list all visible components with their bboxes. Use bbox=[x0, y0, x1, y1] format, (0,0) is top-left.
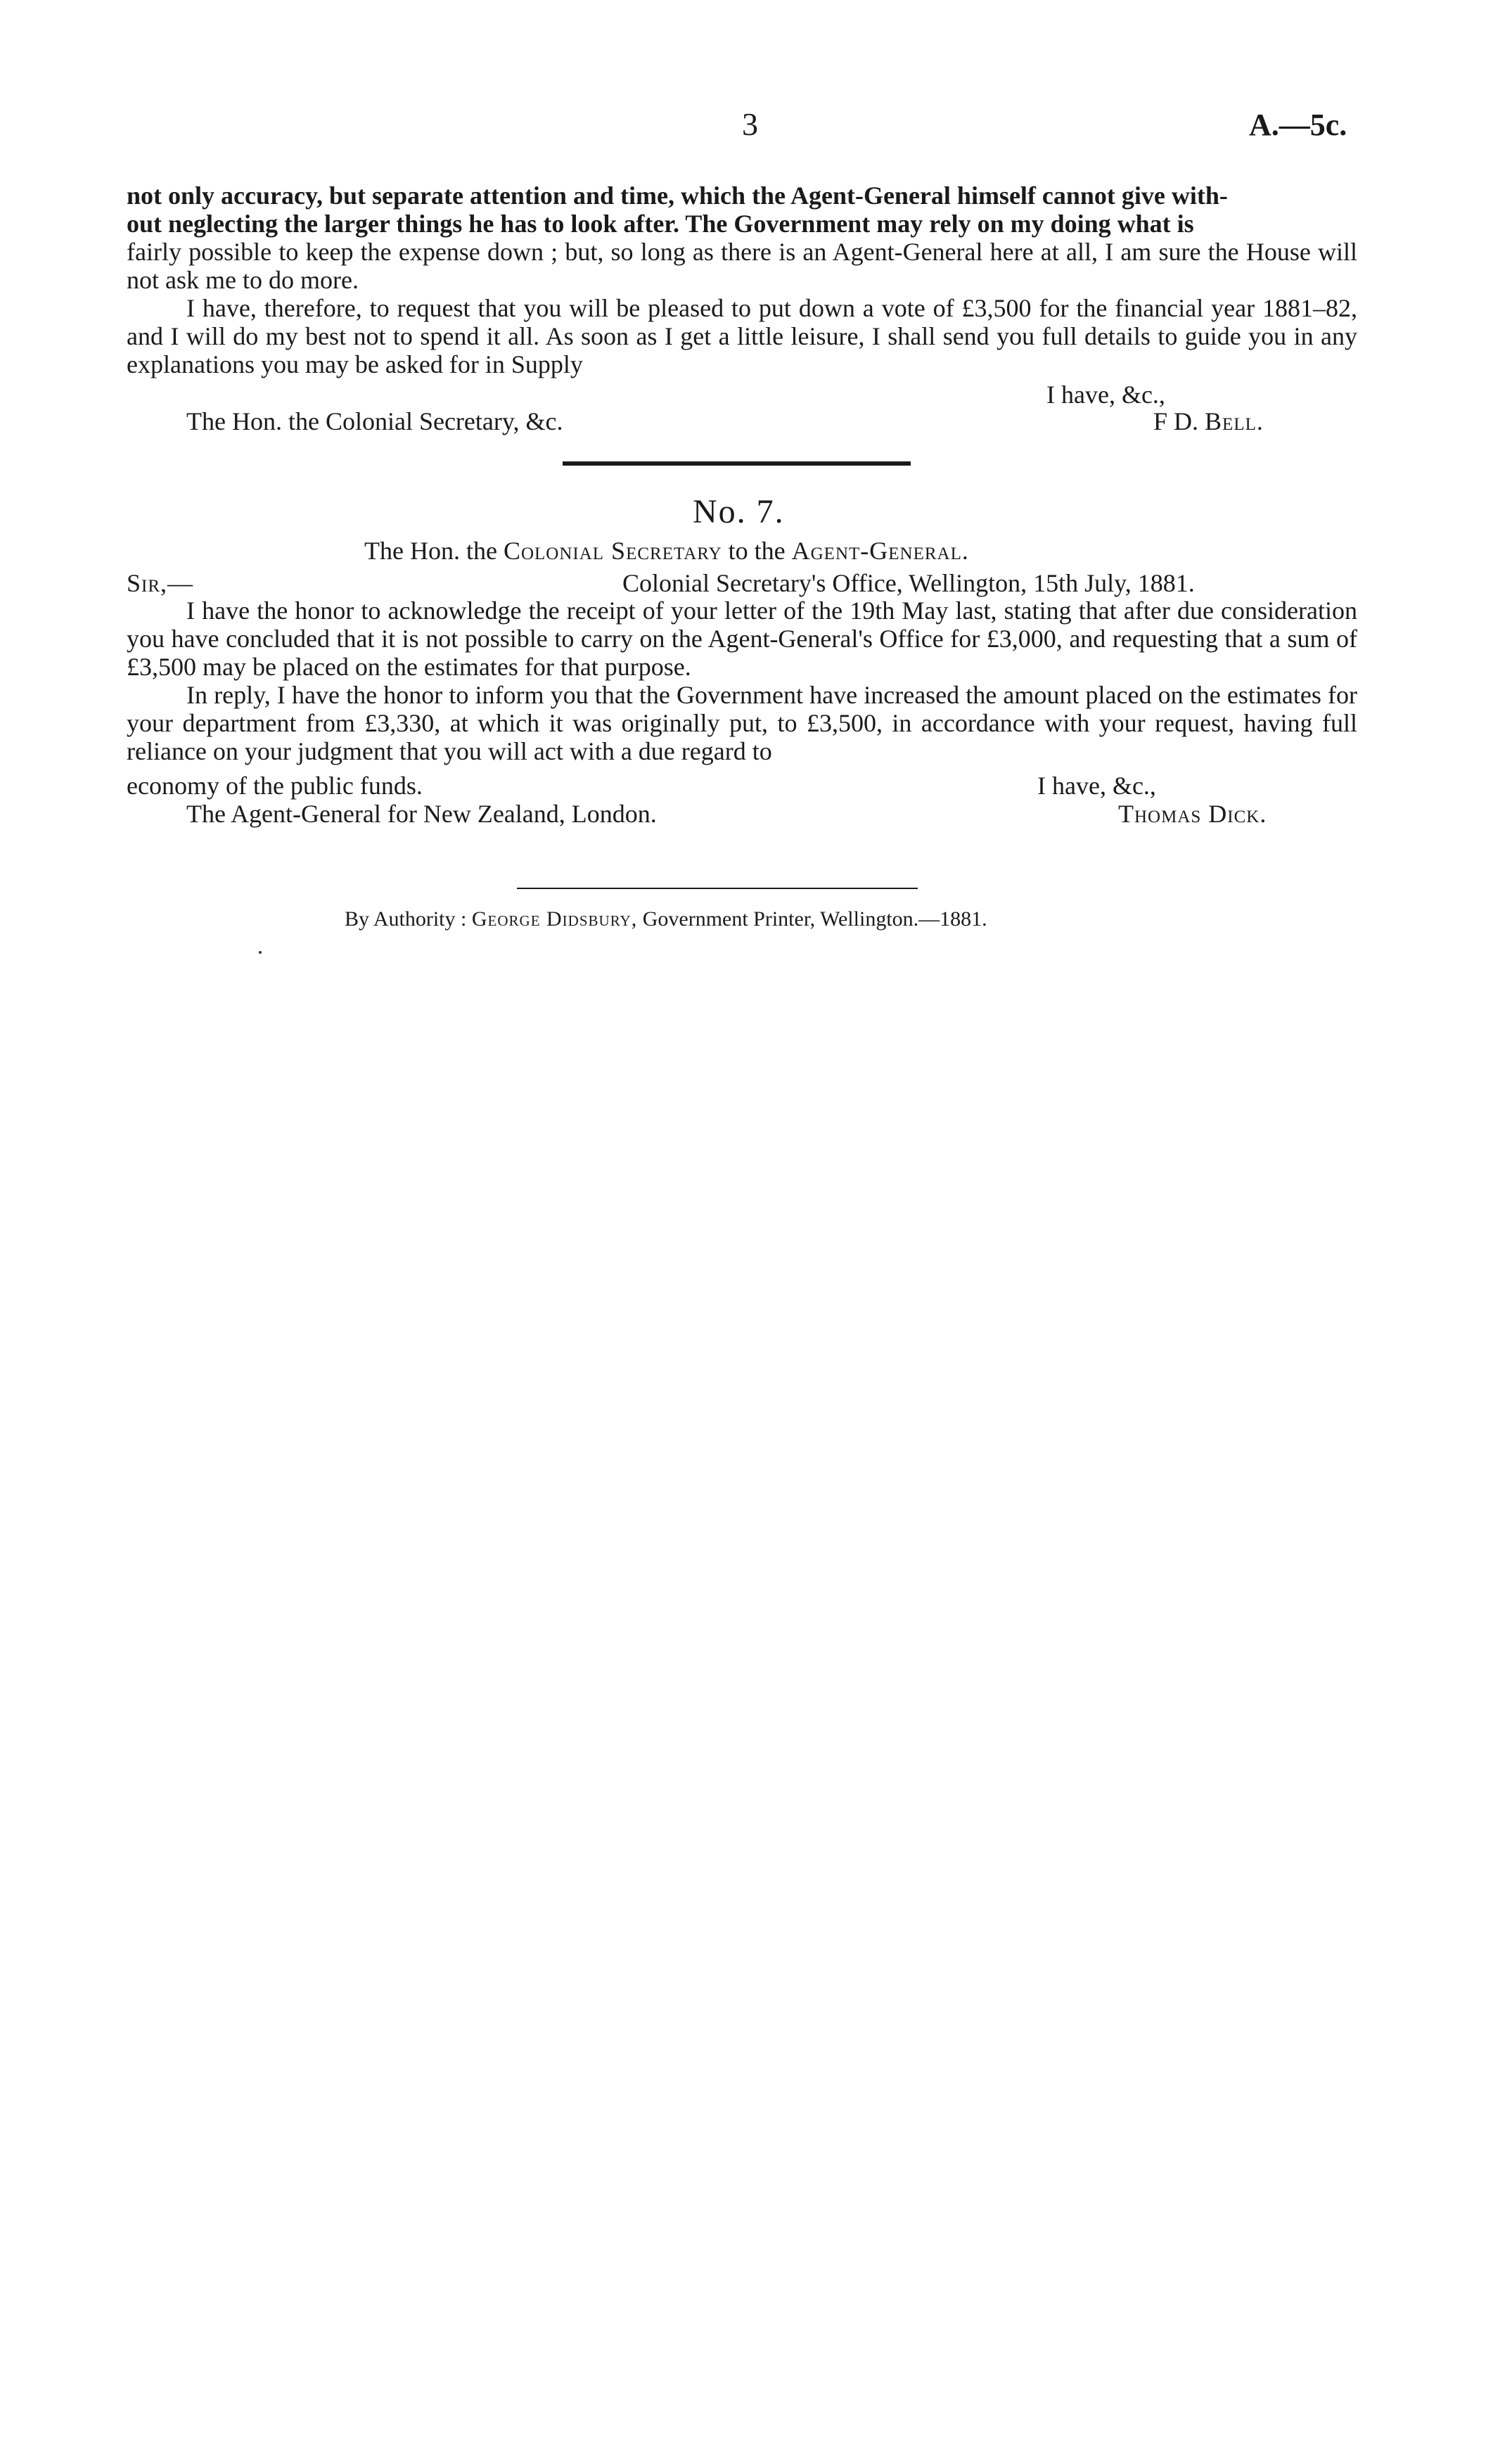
paragraph: I have the honor to acknowledge the receipt of your letter of the 19th May last, stating that after due consideration you have concluded that it is not possible to carry on the Agent-General's Office for £3,000, and requesting that a sum of £3,500 may be placed on the estimates for that purpose. bbox=[127, 596, 1357, 681]
imprint-suffix: Government Printer, Wellington.—1881. bbox=[642, 907, 987, 931]
signature bbox=[1153, 407, 1264, 436]
dateline: Colonial Secretary's Office, Wellington, 15th July, 1881. bbox=[622, 569, 1195, 597]
section-divider bbox=[563, 461, 911, 466]
ink-speck bbox=[259, 951, 262, 954]
signature-initials: F D. bbox=[1153, 407, 1199, 435]
imprint-prefix: By Authority : bbox=[345, 907, 467, 931]
page-number: 3 bbox=[742, 106, 758, 142]
heading-to: to the bbox=[728, 537, 786, 565]
imprint-printer: George Didsbury, bbox=[471, 907, 638, 931]
series-code: A.—5c. bbox=[1249, 108, 1347, 142]
letter-no6-body bbox=[127, 181, 1357, 378]
heading-prefix: The Hon. the bbox=[364, 537, 497, 565]
paragraph: In reply, I have the honor to inform you that the Government have increased the amount placed on the estimates for your department from £3,330, at which it was originally put, to £3,500, in accordance with your request, having full reliance on your judgment that you will act with a due regard to bbox=[127, 681, 1357, 765]
paragraph-line: out neglecting the larger things he has to look after. The Government may rely on my doing what is bbox=[127, 210, 1194, 238]
document-number: No. 7. bbox=[693, 493, 785, 530]
addressee: The Hon. the Colonial Secretary, &c. bbox=[186, 407, 563, 435]
imprint-divider bbox=[517, 888, 918, 889]
document-heading bbox=[364, 536, 969, 566]
heading-recipient: Agent-General. bbox=[791, 537, 969, 565]
signature: Thomas Dick. bbox=[1118, 800, 1267, 828]
signature-surname: Bell. bbox=[1205, 407, 1264, 435]
closing: I have, &c., bbox=[1046, 381, 1165, 409]
paragraph: fairly possible to keep the expense down ; but, so long as there is an Agent-General here at all, I am sure the House will not ask me to do more. bbox=[127, 238, 1357, 294]
closing: I have, &c., bbox=[1037, 772, 1156, 800]
paragraph-end: economy of the public funds. bbox=[127, 772, 423, 800]
printer-imprint bbox=[345, 907, 987, 931]
addressee: The Agent-General for New Zealand, London. bbox=[186, 800, 657, 828]
heading-sender: Colonial Secretary bbox=[503, 537, 722, 565]
paragraph-line: not only accuracy, but separate attention and time, which the Agent-General himself cannot give with- bbox=[127, 181, 1228, 210]
letter-no7-body bbox=[127, 596, 1357, 765]
salutation: Sir,— bbox=[127, 569, 194, 597]
paragraph: I have, therefore, to request that you will be pleased to put down a vote of £3,500 for the financial year 1881–82, and I will do my best not to spend it all. As soon as I get a little leisure, I shall send you full details to guide you in any explanations you may be asked for in Supply bbox=[127, 294, 1357, 378]
